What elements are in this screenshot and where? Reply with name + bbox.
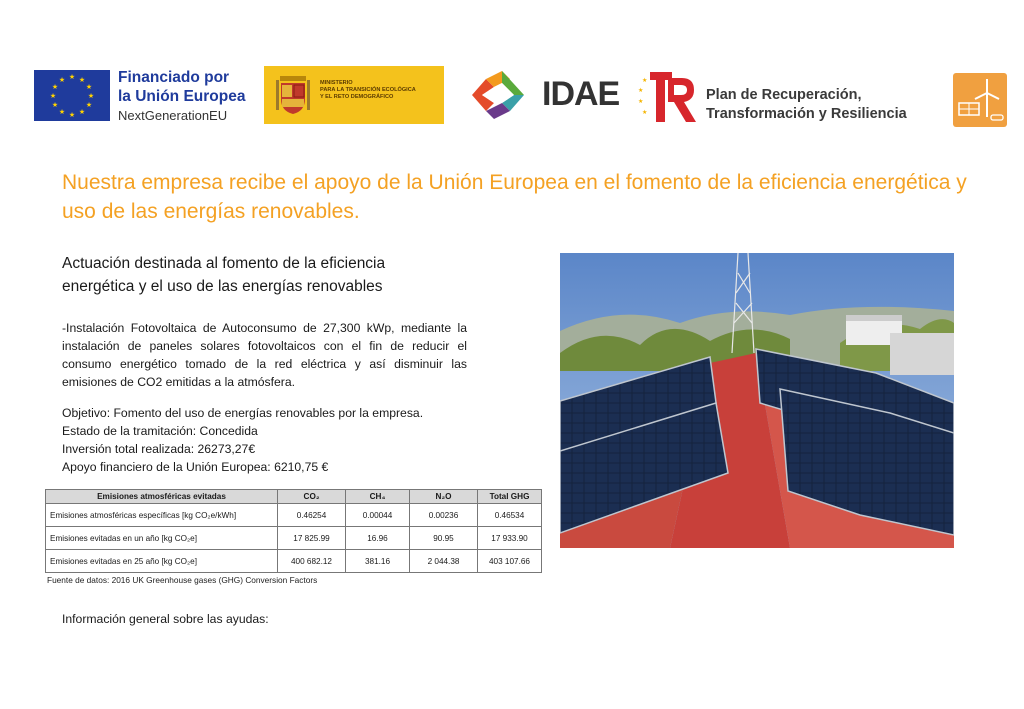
project-facts: [62, 404, 482, 476]
svg-text:★: ★: [51, 84, 59, 91]
table-cell: 2 044.38: [410, 550, 478, 573]
eu-line-2: la Unión Europea: [118, 88, 246, 105]
general-info-label: Información general sobre las ayudas:: [62, 612, 269, 626]
installation-description: -Instalación Fotovoltaica de Autoconsumo de 27,300 kWp, mediante la instalación de paneles solares fotovoltaicos con el fin de reducir el consumo energético tomado de la red eléctrica y así disminuir las emisiones de CO2 emitidas a la atmósfera.: [62, 321, 467, 389]
page-headline: Nuestra empresa recibe el apoyo de la Unión Europea en el fomento de la eficiencia energética y uso de las energías renovables.: [62, 171, 967, 223]
table-cell: 0.46254: [278, 504, 346, 527]
table-header: Total GHG: [478, 490, 542, 504]
table-cell: 400 682.12: [278, 550, 346, 573]
table-cell: 17 825.99: [278, 527, 346, 550]
coat-of-arms-icon: [276, 74, 310, 116]
table-cell: 403 107.66: [478, 550, 542, 573]
table-row: [46, 504, 542, 527]
prtr-logo-icon: [638, 68, 700, 124]
table-row: [46, 527, 542, 550]
eu-line-3: NextGenerationEU: [118, 108, 228, 123]
svg-text:★: ★: [85, 102, 93, 109]
fact-objective: Objetivo: Fomento del uso de energías renovables por la empresa.: [62, 406, 424, 420]
ministerio-line-3: Y EL RETO DEMOGRÁFICO: [320, 94, 394, 100]
svg-text:★: ★: [68, 74, 76, 81]
svg-text:★: ★: [58, 109, 66, 116]
table-header: CH₄: [346, 490, 410, 504]
ministerio-line-2: PARA LA TRANSICIÓN ECOLÓGICA: [320, 87, 416, 93]
table-cell: 17 933.90: [478, 527, 542, 550]
eu-line-1: Financiado por: [118, 69, 230, 86]
data-source-note: Fuente de datos: 2016 UK Greenhouse gases (GHG) Conversion Factors: [47, 575, 318, 585]
svg-text:★: ★: [58, 77, 66, 84]
svg-text:★: ★: [642, 110, 648, 116]
table-cell: 0.00044: [346, 504, 410, 527]
table-header-row: [46, 490, 542, 504]
prtr-line-2: Transformación y Resiliencia: [706, 106, 907, 122]
fact-eu-support: Apoyo financiero de la Unión Europea: 6210,75 €: [62, 460, 329, 474]
svg-text:★: ★: [642, 78, 648, 84]
action-subtitle: Actuación destinada al fomento de la eficiencia energética y el uso de las energías renovables: [62, 255, 386, 295]
idae-wordmark: IDAE: [542, 75, 620, 113]
table-cell: 90.95: [410, 527, 478, 550]
prtr-line-1: Plan de Recuperación,: [706, 87, 862, 103]
table-header: N₂O: [410, 490, 478, 504]
svg-text:★: ★: [85, 84, 93, 91]
logo-strip: [0, 66, 1024, 128]
prtr-label: [706, 86, 907, 124]
svg-text:★: ★: [78, 109, 86, 116]
table-row: [46, 550, 542, 573]
fact-investment: Inversión total realizada: 26273,27€: [62, 442, 256, 456]
ministerio-logo: [264, 66, 444, 124]
svg-text:★: ★: [638, 99, 644, 105]
solar-panels-photo: [560, 253, 954, 548]
ministerio-line-1: MINISTERIO: [320, 80, 353, 86]
svg-text:★: ★: [78, 77, 86, 84]
renewable-energy-icon: [953, 73, 1007, 127]
table-header: Emisiones atmosféricas evitadas: [46, 490, 278, 504]
table-cell: 16.96: [346, 527, 410, 550]
table-header: CO₂: [278, 490, 346, 504]
table-cell: Emisiones evitadas en un año [kg CO₂e]: [46, 527, 278, 550]
eu-flag-icon: [34, 70, 110, 121]
svg-text:★: ★: [49, 93, 57, 100]
eu-funding-label: [118, 68, 245, 125]
emissions-table: [45, 489, 542, 573]
table-cell: 381.16: [346, 550, 410, 573]
table-cell: 0.46534: [478, 504, 542, 527]
svg-text:★: ★: [51, 102, 59, 109]
idae-logo-icon: [458, 67, 538, 123]
svg-text:★: ★: [87, 93, 95, 100]
svg-text:★: ★: [68, 112, 76, 119]
table-cell: Emisiones evitadas en 25 año [kg CO₂e]: [46, 550, 278, 573]
table-cell: Emisiones atmosféricas específicas [kg CO₂e/kWh]: [46, 504, 278, 527]
table-cell: 0.00236: [410, 504, 478, 527]
fact-status: Estado de la tramitación: Concedida: [62, 424, 258, 438]
svg-text:★: ★: [638, 88, 644, 94]
